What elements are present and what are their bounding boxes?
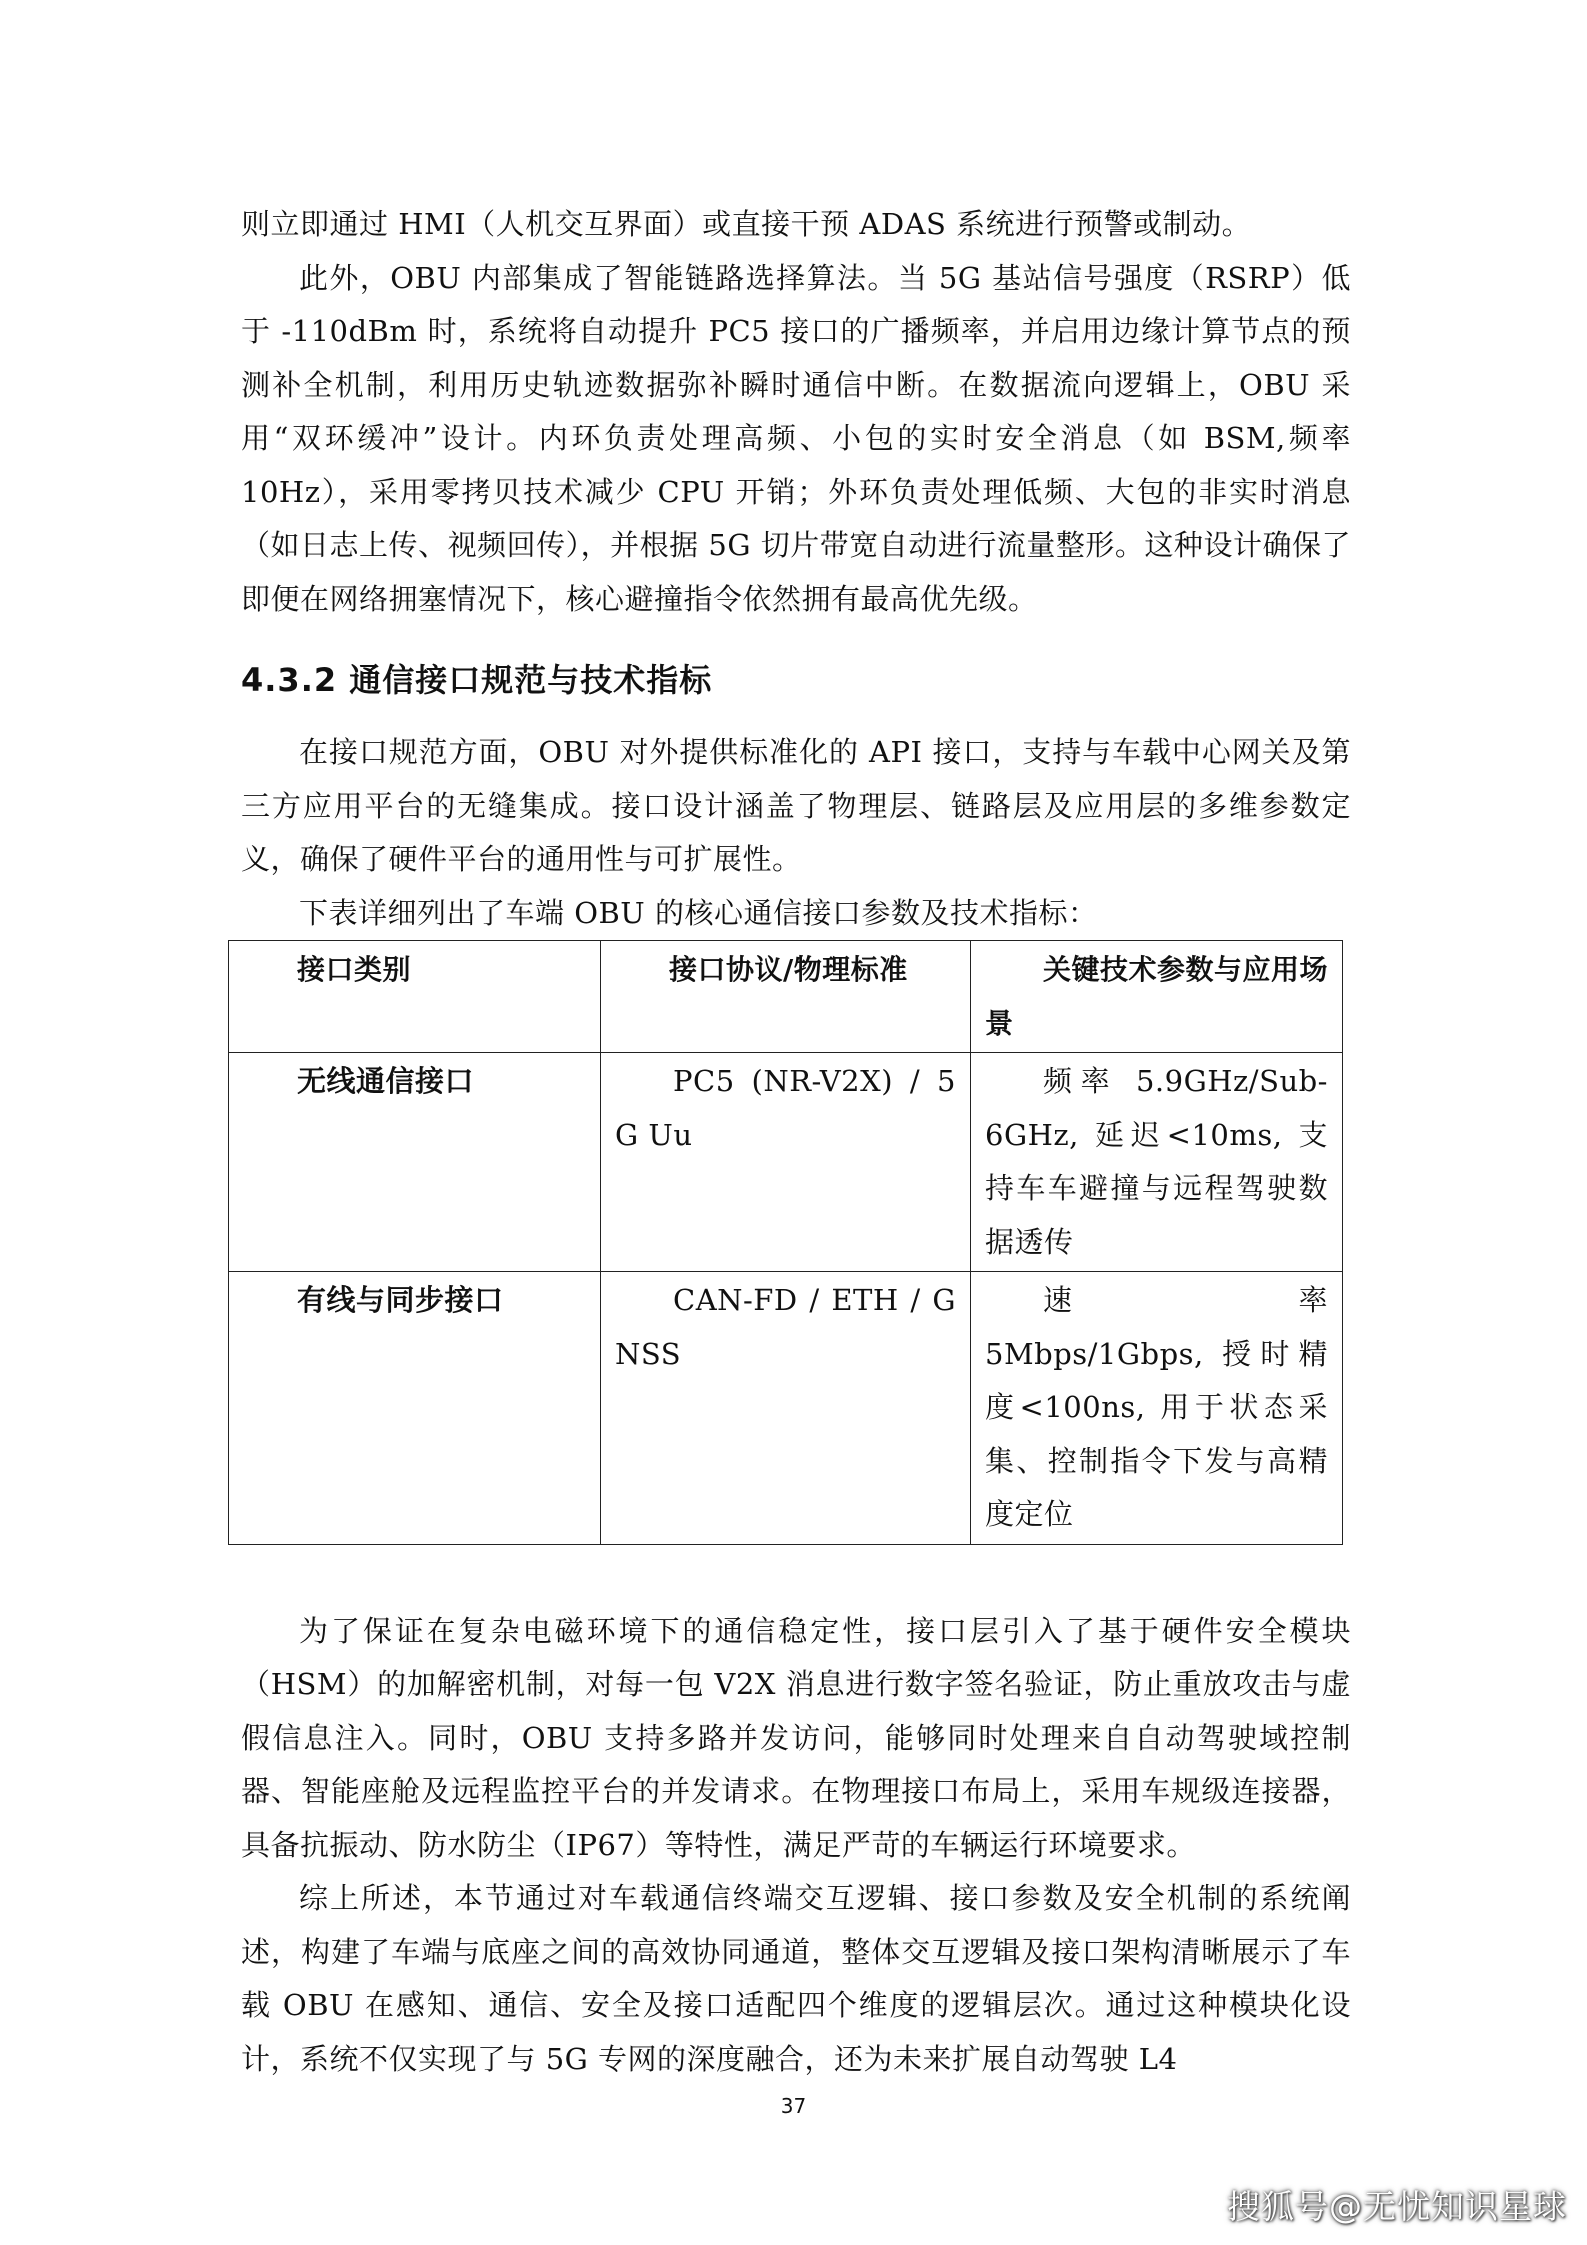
- paragraph-link-selection: 此外，OBU 内部集成了智能链路选择算法。当 5G 基站信号强度（RSRP）低于 -110dBm 时，系统将自动提升 PC5 接口的广播频率，并启用边缘计算节点的预测补全机制，利用历史轨迹数据弥补瞬时通信中断。在数据流向逻辑上，OBU 采用“双环缓冲”设计。内环负责处理高频、小包的实时安全消息（如 BSM,频率 10Hz），采用零拷贝技术减少 CPU 开销；外环负责处理低频、大包的非实时消息（如日志上传、视频回传），并根据 5G 切片带宽自动进行流量整形。这种设计确保了即便在网络拥塞情况下，核心避撞指令依然拥有最高优先级。: [241, 260, 1351, 616]
- table-row: [229, 1053, 1343, 1272]
- table-cell-protocol: CAN-FD / ETH / GNSS: [601, 1272, 971, 1545]
- table-cell-params: 速率 5Mbps/1Gbps, 授时精度<100ns, 用于状态采集、控制指令下发与高精度定位: [971, 1272, 1343, 1545]
- table-header-params: 关键技术参数与应用场景: [971, 941, 1343, 1053]
- table-cell-params: 频率 5.9GHz/Sub-6GHz, 延迟<10ms, 支持车车避撞与远程驾驶数据透传: [971, 1053, 1343, 1272]
- table-row: [229, 1272, 1343, 1545]
- interface-table-wrapper: [228, 940, 1342, 1545]
- table-header-category: 接口类别: [229, 941, 601, 1053]
- table-cell-category: 无线通信接口: [229, 1053, 601, 1272]
- table-cell-protocol: PC5 (NR-V2X) / 5G Uu: [601, 1053, 971, 1272]
- table-header-row: [229, 941, 1343, 1053]
- interface-table: [228, 940, 1343, 1545]
- paragraph-hsm-security: 为了保证在复杂电磁环境下的通信稳定性，接口层引入了基于硬件安全模块（HSM）的加解密机制，对每一包 V2X 消息进行数字签名验证，防止重放攻击与虚假信息注入。同时，OBU 支持多路并发访问，能够同时处理来自自动驾驶域控制器、智能座舱及远程监控平台的并发请求。在物理接口布局上，采用车规级连接器，具备抗振动、防水防尘（IP67）等特性，满足严苛的车辆运行环境要求。: [241, 1613, 1351, 1862]
- page-number: 37: [780, 2094, 807, 2118]
- paragraph-continuation: 则立即通过 HMI（人机交互界面）或直接干预 ADAS 系统进行预警或制动。: [241, 207, 1252, 241]
- paragraph-table-intro: 下表详细列出了车端 OBU 的核心通信接口参数及技术指标：: [299, 895, 1098, 930]
- table-header-protocol: 接口协议/物理标准: [601, 941, 971, 1053]
- section-heading: 4.3.2 通信接口规范与技术指标: [241, 661, 713, 699]
- spacer: [241, 1545, 1351, 1605]
- table-cell-category: 有线与同步接口: [229, 1272, 601, 1545]
- document-body: [241, 198, 1351, 2086]
- paragraph-summary: 综上所述，本节通过对车载通信终端交互逻辑、接口参数及安全机制的系统阐述，构建了车端与底座之间的高效协同通道，整体交互逻辑及接口架构清晰展示了车载 OBU 在感知、通信、安全及接口适配四个维度的逻辑层次。通过这种模块化设计，系统不仅实现了与 5G 专网的深度融合，还为未来扩展自动驾驶 L4: [241, 1881, 1351, 2076]
- watermark: 搜狐号@无忧知识星球: [1227, 2187, 1567, 2226]
- paragraph-interface-spec: 在接口规范方面，OBU 对外提供标准化的 API 接口，支持与车载中心网关及第三方应用平台的无缝集成。接口设计涵盖了物理层、链路层及应用层的多维参数定义，确保了硬件平台的通用性与可扩展性。: [241, 735, 1351, 876]
